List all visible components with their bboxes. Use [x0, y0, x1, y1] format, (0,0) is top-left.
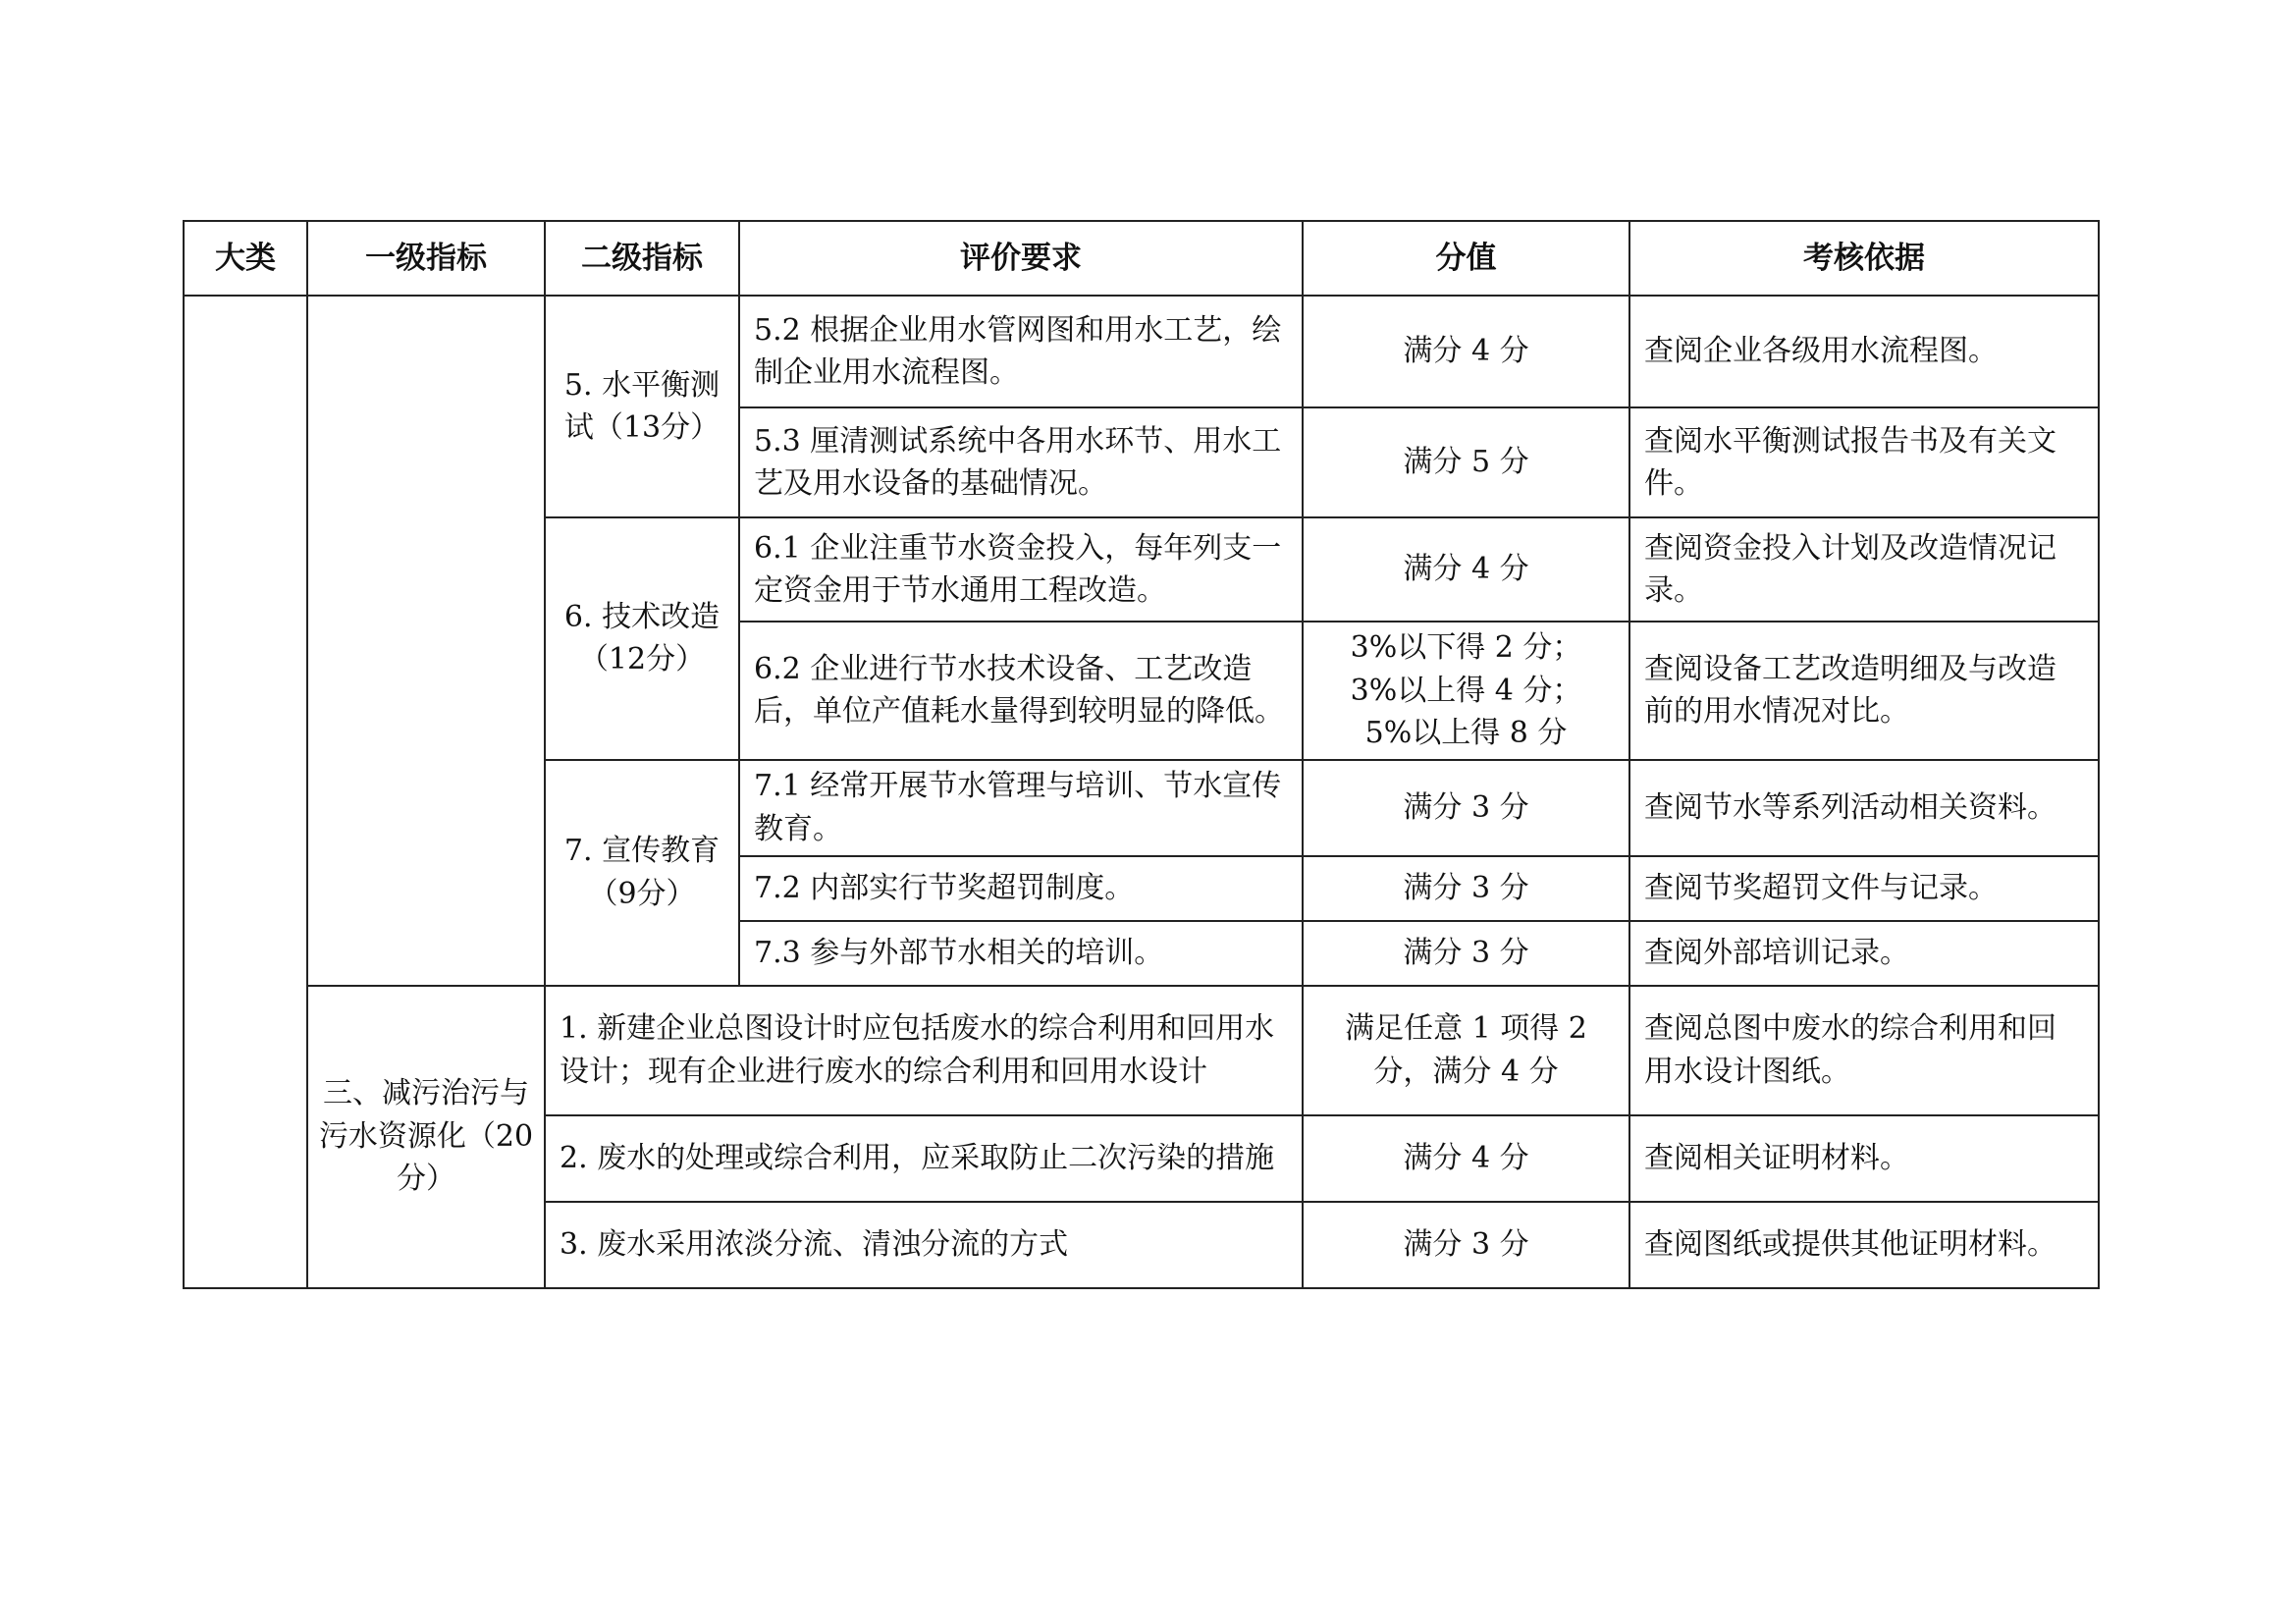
header-requirement: 评价要求	[739, 221, 1303, 296]
basis-cell: 查阅资金投入计划及改造情况记录。	[1629, 517, 2099, 622]
level2-cell-tech-renovation: 6. 技术改造（12分）	[545, 517, 739, 760]
score-line: 5%以上得 8 分	[1364, 716, 1568, 750]
level2-cell-publicity: 7. 宣传教育（9分）	[545, 760, 739, 986]
table-row	[184, 296, 2099, 407]
score-line: 3%以下得 2 分；	[1350, 630, 1582, 665]
requirement-cell: 5.3 厘清测试系统中各用水环节、用水工艺及用水设备的基础情况。	[739, 407, 1303, 517]
basis-cell: 查阅相关证明材料。	[1629, 1115, 2099, 1202]
requirement-cell: 7.1 经常开展节水管理与培训、节水宣传教育。	[739, 760, 1303, 856]
requirement-cell: 7.2 内部实行节奖超罚制度。	[739, 856, 1303, 921]
evaluation-table	[183, 220, 2100, 1289]
score-cell: 满足任意 1 项得 2 分，满分 4 分	[1303, 986, 1629, 1115]
score-cell: 满分 3 分	[1303, 856, 1629, 921]
score-cell	[1303, 622, 1629, 760]
score-cell: 满分 5 分	[1303, 407, 1629, 517]
header-score: 分值	[1303, 221, 1629, 296]
requirement-cell: 5.2 根据企业用水管网图和用水工艺，绘制企业用水流程图。	[739, 296, 1303, 407]
header-level1: 一级指标	[307, 221, 545, 296]
level1-cell-empty	[307, 296, 545, 986]
basis-cell: 查阅企业各级用水流程图。	[1629, 296, 2099, 407]
level1-cell-pollution-reduction: 三、减污治污与污水资源化（20分）	[307, 986, 545, 1288]
requirement-cell: 1. 新建企业总图设计时应包括废水的综合利用和回用水设计；现有企业进行废水的综合利用和回用水设计	[545, 986, 1303, 1115]
score-cell: 满分 3 分	[1303, 921, 1629, 986]
requirement-cell: 2. 废水的处理或综合利用，应采取防止二次污染的措施	[545, 1115, 1303, 1202]
level2-cell-water-balance: 5. 水平衡测试（13分）	[545, 296, 739, 517]
score-cell: 满分 4 分	[1303, 517, 1629, 622]
requirement-cell: 6.1 企业注重节水资金投入，每年列支一定资金用于节水通用工程改造。	[739, 517, 1303, 622]
table-row	[184, 986, 2099, 1115]
requirement-cell: 6.2 企业进行节水技术设备、工艺改造后，单位产值耗水量得到较明显的降低。	[739, 622, 1303, 760]
score-cell: 满分 4 分	[1303, 1115, 1629, 1202]
requirement-cell: 7.3 参与外部节水相关的培训。	[739, 921, 1303, 986]
basis-cell: 查阅总图中废水的综合利用和回用水设计图纸。	[1629, 986, 2099, 1115]
score-cell: 满分 4 分	[1303, 296, 1629, 407]
basis-cell: 查阅图纸或提供其他证明材料。	[1629, 1202, 2099, 1288]
basis-cell: 查阅节奖超罚文件与记录。	[1629, 856, 2099, 921]
score-cell: 满分 3 分	[1303, 1202, 1629, 1288]
score-line: 3%以上得 4 分；	[1350, 673, 1582, 708]
score-cell: 满分 3 分	[1303, 760, 1629, 856]
category-cell	[184, 296, 307, 1288]
header-basis: 考核依据	[1629, 221, 2099, 296]
header-level2: 二级指标	[545, 221, 739, 296]
basis-cell: 查阅外部培训记录。	[1629, 921, 2099, 986]
requirement-cell: 3. 废水采用浓淡分流、清浊分流的方式	[545, 1202, 1303, 1288]
basis-cell: 查阅节水等系列活动相关资料。	[1629, 760, 2099, 856]
header-category: 大类	[184, 221, 307, 296]
basis-cell: 查阅设备工艺改造明细及与改造前的用水情况对比。	[1629, 622, 2099, 760]
basis-cell: 查阅水平衡测试报告书及有关文件。	[1629, 407, 2099, 517]
table-header-row	[184, 221, 2099, 296]
